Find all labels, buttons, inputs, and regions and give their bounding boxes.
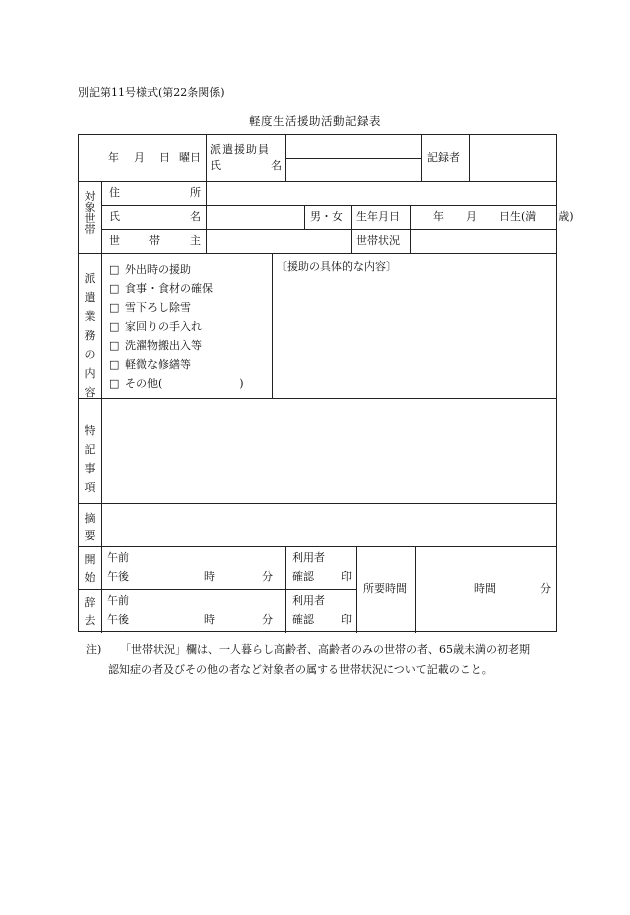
staff-name-label-1: 氏: [210, 159, 221, 172]
end-confirm-label: 確認: [292, 613, 314, 626]
col-divider: [101, 181, 102, 633]
service-item: □ 軽微な修繕等: [109, 358, 191, 371]
sex-label: 男・女: [310, 210, 343, 223]
col-divider: [469, 135, 470, 181]
birth-format-label: 年 月 日生(満 歳): [433, 210, 574, 223]
col-divider: [304, 205, 305, 229]
end-pm-label: 午後: [107, 613, 129, 626]
end-am-label: 午前: [107, 594, 129, 607]
duration-hour-label: 時間: [474, 582, 496, 595]
col-divider: [415, 546, 416, 633]
birthdate-label: 生年月日: [356, 210, 400, 223]
recorder-label: 記録者: [427, 151, 460, 164]
row-divider: [79, 589, 356, 590]
checkbox-icon[interactable]: □: [109, 339, 120, 352]
name-label-1: 氏: [109, 210, 120, 223]
end-minute-label: 分: [262, 613, 273, 626]
address-label-1: 住: [109, 186, 120, 199]
start-confirm-label: 確認: [292, 570, 314, 583]
special-notes-label: 特 記 事 項: [84, 424, 96, 494]
col-divider: [206, 181, 207, 253]
end-label: 辞 去: [84, 596, 96, 627]
checkbox-icon[interactable]: □: [109, 320, 120, 333]
row-divider: [285, 158, 421, 159]
service-item: □ その他( ): [109, 377, 244, 390]
service-item: □ 雪下ろし除雪: [109, 301, 191, 314]
checkbox-icon[interactable]: □: [109, 358, 120, 371]
footnote-label: 注): [86, 643, 102, 656]
weekday-label: 曜日: [179, 151, 201, 164]
start-hour-label: 時: [204, 570, 215, 583]
col-divider: [285, 135, 286, 181]
start-pm-label: 午後: [107, 570, 129, 583]
service-item: □ 食事・食材の確保: [109, 282, 213, 295]
service-item: □ 家回りの手入れ: [109, 320, 202, 333]
status-label: 世帯状況: [356, 234, 400, 247]
duration-label: 所要時間: [363, 582, 407, 595]
row-divider: [79, 253, 556, 254]
head-label-3: 主: [190, 234, 201, 247]
start-seal-label: 印: [341, 570, 352, 583]
end-seal-label: 印: [341, 613, 352, 626]
summary-label: 摘 要: [84, 512, 96, 542]
service-item: □ 外出時の援助: [109, 263, 191, 276]
checkbox-icon[interactable]: □: [109, 263, 120, 276]
household-section-label: 対 象 世 帯: [84, 190, 96, 236]
start-user-label: 利用者: [292, 551, 325, 564]
footnote: [86, 640, 556, 680]
end-user-label: 利用者: [292, 594, 325, 607]
col-divider: [272, 253, 273, 398]
start-label: 開 始: [84, 553, 96, 584]
service-detail-label: 〔援助の具体的な内容〕: [276, 260, 397, 273]
col-divider: [351, 205, 352, 253]
row-divider: [79, 546, 556, 547]
head-label-2: 帯: [149, 234, 160, 247]
footnote-line-1: 「世帯状況」欄は、一人暮らし高齢者、高齢者のみの世帯の者、65歳未満の初老期: [120, 643, 530, 656]
row-divider: [101, 205, 556, 206]
row-divider: [79, 181, 556, 182]
row-divider: [79, 398, 556, 399]
col-divider: [421, 135, 422, 181]
checkbox-icon[interactable]: □: [109, 377, 120, 390]
checkbox-icon[interactable]: □: [109, 301, 120, 314]
day-label: 日: [159, 151, 170, 164]
col-divider: [356, 546, 357, 633]
col-divider: [410, 205, 411, 253]
services-section-label: 派 遣 業 務 の 内 容: [84, 272, 96, 399]
row-divider: [101, 229, 556, 230]
service-item: □ 洗濯物搬出入等: [109, 339, 202, 352]
staff-name-label-2: 名: [271, 159, 282, 172]
dispatch-staff-label: 派遣援助員: [210, 143, 270, 156]
month-label: 月: [134, 151, 145, 164]
checkbox-icon[interactable]: □: [109, 282, 120, 295]
end-hour-label: 時: [204, 613, 215, 626]
footnote-line-2: 認知症の者及びその他の者など対象者の属する世帯状況について記載のこと。: [108, 663, 493, 676]
form-title: 軽度生活援助活動記録表: [249, 114, 381, 128]
col-divider: [285, 546, 286, 633]
name-label-2: 名: [190, 210, 201, 223]
head-label-1: 世: [109, 234, 120, 247]
duration-minute-label: 分: [540, 582, 551, 595]
address-label-2: 所: [190, 186, 201, 199]
record-table: [78, 134, 574, 632]
col-divider: [206, 135, 207, 181]
row-divider: [79, 503, 556, 504]
start-am-label: 午前: [107, 551, 129, 564]
year-label: 年: [108, 151, 119, 164]
start-minute-label: 分: [262, 570, 273, 583]
form-reference: 別記第11号様式(第22条関係): [78, 86, 225, 99]
